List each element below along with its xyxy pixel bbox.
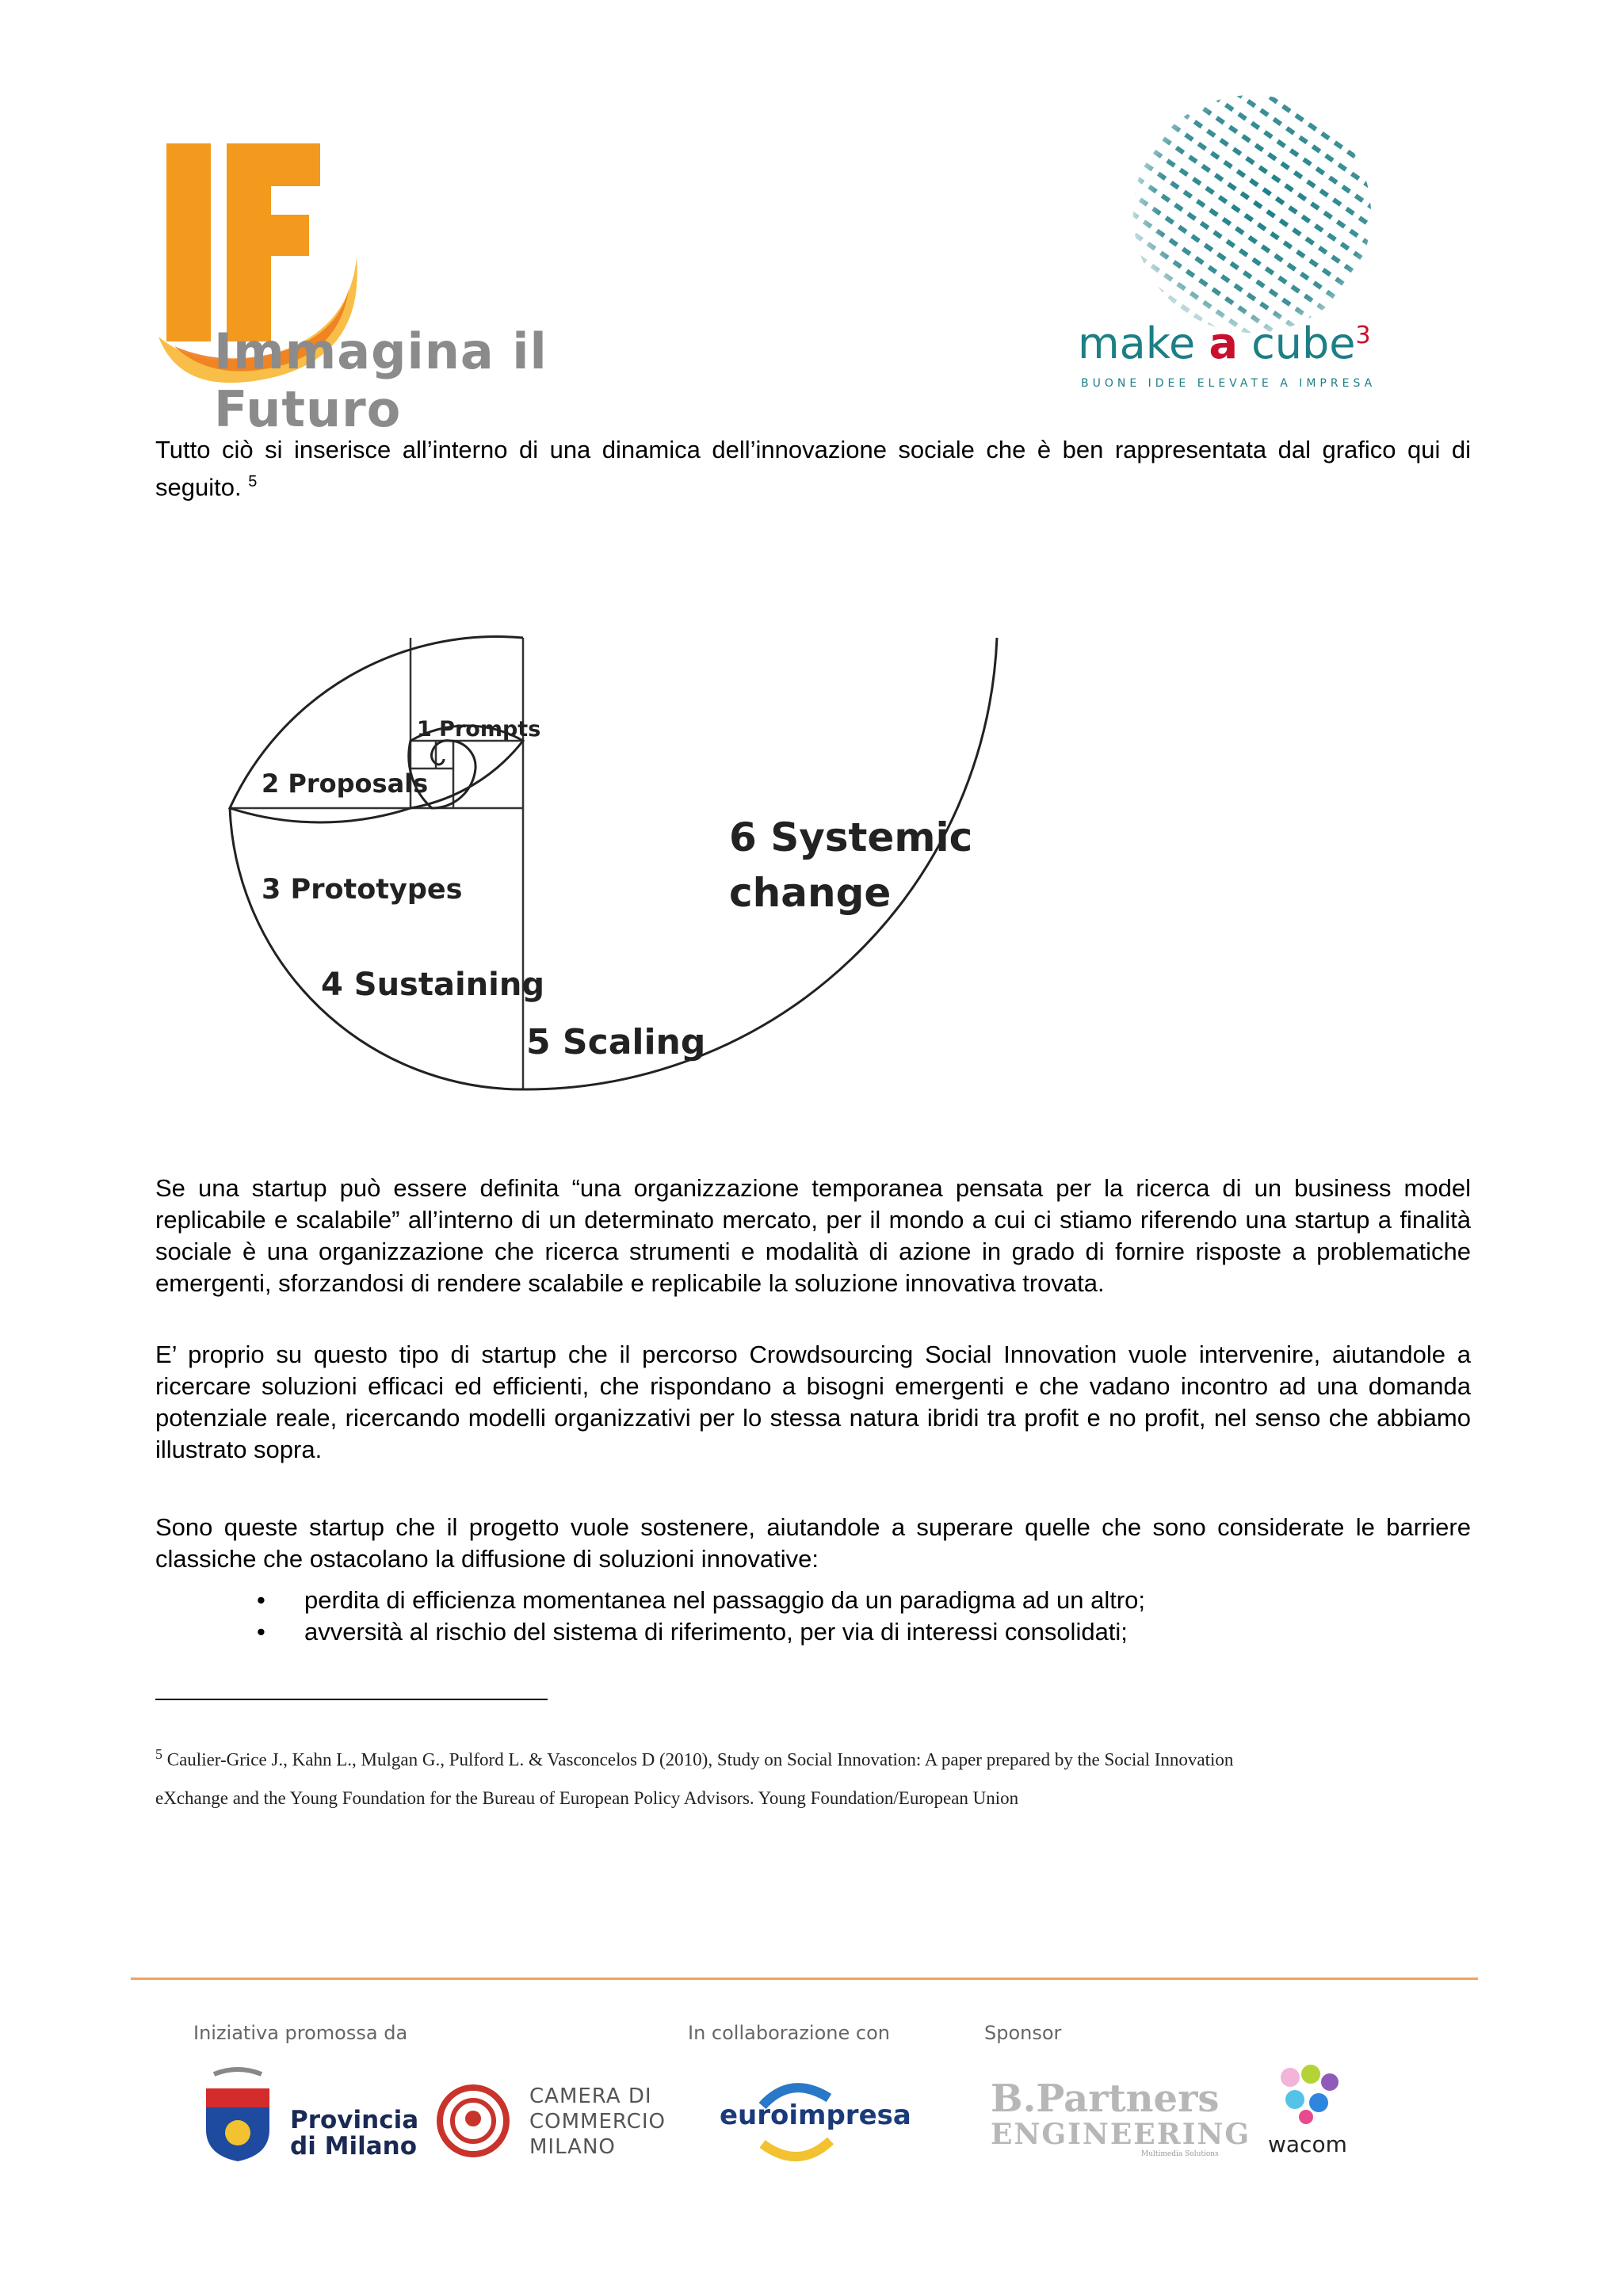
footnote-separator [155, 1699, 548, 1700]
label-systemic-line2: change [729, 870, 892, 916]
provincia-line-2: di Milano [290, 2132, 417, 2161]
a-word: a [1209, 318, 1238, 368]
barriers-list [155, 1585, 1471, 1648]
provincia-line-1: Provincia [290, 2106, 419, 2134]
footer-sponsor-label: Sponsor [984, 2022, 1062, 2044]
provincia-text [290, 2107, 418, 2160]
label-systemic-line1: 6 Systemic [729, 814, 973, 860]
list-item: • perdita di efficienza momentanea nel passaggio da un paradigma ad un altro; [155, 1585, 1471, 1616]
cube-superscript: 3 [1355, 322, 1371, 349]
footnote-line-1: $^5$ Caulier-Grice J., Kahn L., Mulgan G., Pulford L. & Vasconcelos D (2010), Study on Social Innovation: A paper prepared by the Social Innovation [155, 1746, 1234, 1770]
camera-line-3: MILANO [529, 2135, 616, 2159]
label-prompts: 1 Prompts [417, 717, 541, 742]
label-sustaining: 4 Sustaining [321, 967, 544, 1003]
intro-text: Tutto ciò si inserisce all’interno di una dinamica dell’innovazione sociale che è ben rappresentata dal grafico qui di seguito. [155, 436, 1471, 502]
wacom-dots-icon [1274, 2065, 1346, 2128]
bullet-icon: • [257, 1618, 265, 1646]
label-prototypes: 3 Prototypes [262, 874, 463, 906]
make-a-cube-tagline: BUONE IDEE ELEVATE A IMPRESA [1081, 377, 1377, 390]
bpartners-line-1: B.Partners [991, 2077, 1220, 2121]
bullet-icon: • [257, 1586, 265, 1614]
body-paragraph-2: E’ proprio su questo tipo di startup che il percorso Crowdsourcing Social Innovation vuole intervenire, aiutandole a ricercare soluzioni efficaci ed efficienti, che rispondano a bisogni emergenti e che vadano incontro ad una domanda potenziale reale, ricercando modelli organizzativi per lo stessa natura ibridi tra profit e no profit, nel senso che abbiamo illustrato sopra. [155, 1341, 1471, 1463]
make-word: make [1078, 318, 1196, 368]
footer-collab-label: In collaborazione con [688, 2022, 890, 2044]
body-paragraph-1: Se una startup può essere definita “una organizzazione temporanea pensata per la ricerca di un business model replicabile e scalabile” all’interno di un determinato mercato, per il mondo a cui ci stiamo riferendo una startup a finalità sociale è una organizzazione che ricerca strumenti e modalità di azione in grado di fornire risposte a problematiche emergenti, sforzandosi di rendere scalabile e replicabile la soluzione innovativa trovata. [155, 1174, 1471, 1297]
camera-line-1: CAMERA DI [529, 2084, 652, 2108]
footnote-ref: 5 [248, 473, 258, 490]
bpartners-small: Multimedia Solutions [1141, 2150, 1219, 2158]
body-paragraph-3: Sono queste startup che il progetto vuole sostenere, aiutandole a superare quelle che sono considerate le barriere classiche che ostacolano la diffusione di soluzioni innovative: [155, 1513, 1471, 1573]
camera-commercio-icon [436, 2084, 510, 2158]
bpartners-line-2: ENGINEERING [991, 2118, 1251, 2151]
wacom-text: wacom [1268, 2131, 1347, 2157]
footnote [155, 1735, 1503, 1817]
footer-promoted-label: Iniziativa promossa da [193, 2022, 408, 2044]
bpartners-logo [991, 2079, 1251, 2158]
camera-text [529, 2084, 666, 2160]
label-proposals: 2 Proposals [262, 769, 429, 799]
list-item: • avversità al rischio del sistema di riferimento, per via di interessi consolidati; [155, 1616, 1471, 1648]
label-scaling: 5 Scaling [526, 1022, 706, 1062]
spiral-grid [230, 638, 523, 1089]
immagina-il-futuro-text: Immagina il Futuro [214, 322, 548, 438]
provincia-crest-icon [198, 2066, 277, 2163]
footnote-line-2: eXchange and the Young Foundation for the Bureau of European Policy Advisors. Young Foundation/European Union [155, 1787, 1019, 1808]
euroimpresa-text: euroimpresa [720, 2100, 911, 2131]
camera-line-2: COMMERCIO [529, 2110, 666, 2134]
footnote-number: 5 [155, 1746, 162, 1762]
footer-rule [131, 1978, 1478, 1980]
cube-word: cube [1251, 318, 1356, 368]
